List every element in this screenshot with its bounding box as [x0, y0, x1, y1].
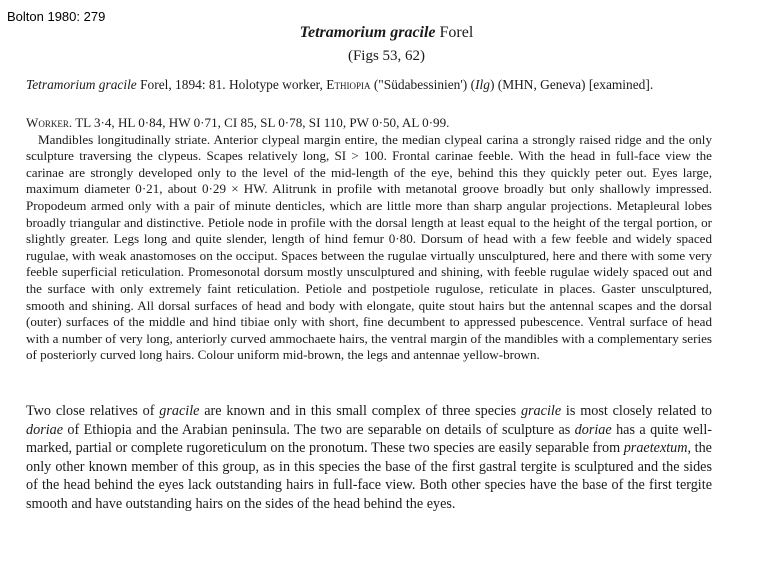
worker-measurements: TL 3·4, HL 0·84, HW 0·71, CI 85, SL 0·78, SI 110, PW 0·50, AL 0·99. [75, 115, 450, 130]
worker-measurements-line [26, 115, 712, 132]
holotype-citation-text: Forel, 1894: 81. Holotype worker, [140, 77, 323, 92]
worker-label: Worker. [26, 115, 73, 130]
holotype-locality: ("Südabessinien') ( [373, 77, 476, 92]
figure-reference: (Figs 53, 62) [347, 48, 426, 64]
discussion-text: Two close relatives of [26, 403, 160, 419]
holotype-species: Tetramorium gracile [26, 77, 137, 92]
discussion-species-name: gracile [520, 403, 562, 419]
discussion-species-name: doriae [26, 421, 64, 438]
species-name: Tetramorium gracile [299, 24, 436, 41]
discussion-text: , the only other known member of this group, as in this species the base of the first gastral tergite is sculptured and the sides of the head behind the eyes lack outstanding hairs in full-face view. Both other species have the base of the first tergite smooth and have outstanding hairs on the sides of the head behind the eyes. [26, 440, 712, 512]
discussion-paragraph [26, 402, 712, 514]
holotype-collector: Ilg [475, 77, 490, 92]
discussion-text: of Ethiopia and the Arabian peninsula. The two are separable on details of sculpture as [63, 421, 575, 438]
page-reference: Bolton 1980: 279 [7, 9, 106, 24]
species-heading [0, 24, 763, 42]
holotype-rest: ) (MHN, Geneva) [examined]. [489, 77, 654, 92]
holotype-country: Ethiopia [326, 77, 371, 92]
discussion-text: is most closely related to [561, 403, 712, 419]
holotype-citation [26, 76, 741, 93]
worker-description-text: Mandibles longitudinally striate. Anterior clypeal margin entire, the median clypeal carina a strongly raised ridge and the only sculpture traversing the clypeus. Scapes relatively long, SI > 100. Frontal carinae feeble. With the head in full-face view the carinae are strongly developed only to the level of the mid-length of the eye, behind this they quickly peter out. Eyes large, maximum diameter 0·21, about 0·29 × HW. Alitrunk in profile with metanotal groove broadly but only shallowly impressed. Propodeum armed only with a pair of minute denticles, which are little more than sharp angular projections. Metapleural lobes broadly triangular and distinctive. Petiole node in profile with the dorsal length at least equal to the height of the tergal portion, or slightly greater. Legs long and quite slender, length of hind femur 0·80. Dorsum of head with a few feeble and widely spaced rugulae, with weak anastomoses on the occiput. Spaces between the rugulae virtually unsculptured, here and there with some very feeble superficial reticulation. Promesonotal dorsum mostly unsculptured and shining, with feeble rugulae widely spaced out and the surface with only extremely faint reticulation. Petiole and postpetiole rugulose, reticulate in places. Gaster unsculptured, smooth and shining. All dorsal surfaces of head and body with elongate, quite stout hairs but the antennal scapes and the dorsal (outer) surfaces of the middle and hind tibiae only with short, fine decumbent to appressed pubescence. Ventral surface of head with a number of very long, anteriorly curved ammochaete hairs, the ventral margin of the mandibles with a complementary series of posteriorly curved long hairs. Colour uniform mid-brown, the legs and antennae yellow-brown. [26, 131, 712, 363]
species-author: Forel [439, 24, 474, 41]
discussion-species-name: doriae [574, 421, 612, 438]
discussion-species-name: praetextum [623, 440, 688, 457]
worker-description [26, 115, 712, 364]
discussion-species-name: gracile [159, 403, 200, 419]
discussion-text: are known and in this small complex of three species [199, 403, 521, 419]
discussion-text: has a quite well-marked, partial or complete rugoreticulum on the pronotum. These two species are easily separable from [26, 421, 712, 457]
